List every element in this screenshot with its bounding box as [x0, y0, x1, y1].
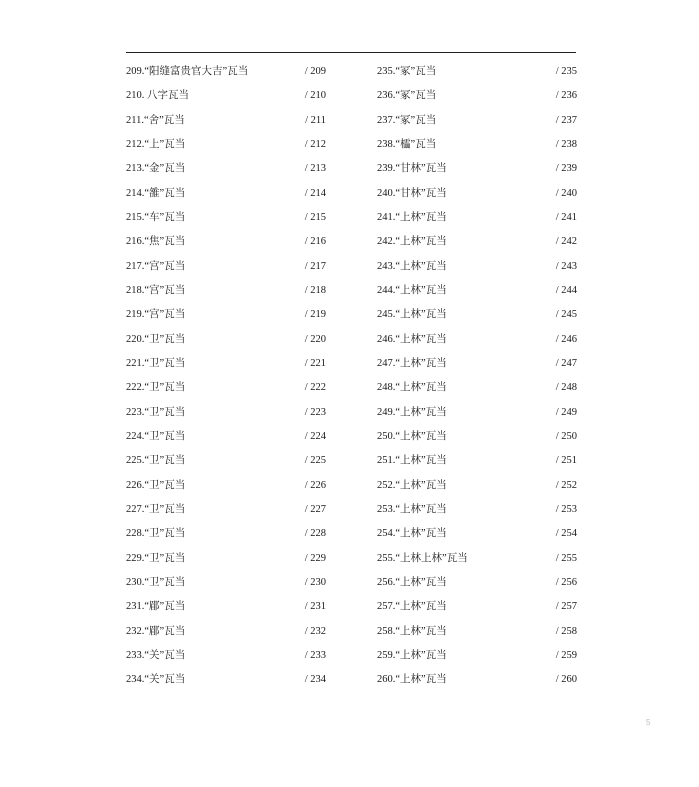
- toc-entry-title: 257.“上林”瓦当: [377, 601, 447, 613]
- toc-entry-page: / 245: [555, 309, 577, 321]
- toc-entry[interactable]: [126, 206, 326, 230]
- toc-entry[interactable]: [126, 303, 326, 327]
- toc-entry-page: / 213: [304, 163, 326, 175]
- toc-entry-title: 245.“上林”瓦当: [377, 309, 447, 321]
- toc-right-column: [377, 60, 577, 693]
- toc-entry-page: / 247: [555, 357, 577, 369]
- toc-entry[interactable]: [126, 60, 326, 84]
- toc-entry[interactable]: [377, 182, 577, 206]
- toc-entry[interactable]: [126, 498, 326, 522]
- toc-entry-title: 247.“上林”瓦当: [377, 357, 447, 369]
- toc-entry[interactable]: [377, 498, 577, 522]
- toc-left-column: [126, 60, 326, 693]
- toc-entry-page: / 236: [555, 90, 577, 102]
- toc-entry-page: / 224: [304, 430, 326, 442]
- toc-entry-page: / 217: [304, 260, 326, 272]
- toc-entry-page: / 228: [304, 528, 326, 540]
- toc-entry[interactable]: [377, 60, 577, 84]
- toc-entry-title: 220.“卫”瓦当: [126, 333, 186, 345]
- toc-entry-page: / 221: [304, 357, 326, 369]
- toc-entry-page: / 250: [555, 430, 577, 442]
- toc-entry[interactable]: [126, 644, 326, 668]
- toc-entry[interactable]: [377, 620, 577, 644]
- toc-entry-page: / 216: [304, 236, 326, 248]
- toc-entry-title: 249.“上林”瓦当: [377, 406, 447, 418]
- toc-entry-title: 254.“上林”瓦当: [377, 528, 447, 540]
- toc-entry[interactable]: [377, 279, 577, 303]
- toc-entry[interactable]: [126, 157, 326, 181]
- toc-entry-page: / 222: [304, 382, 326, 394]
- page-number: 5: [646, 718, 651, 727]
- toc-entry-page: / 231: [304, 601, 326, 613]
- toc-entry[interactable]: [377, 376, 577, 400]
- toc-entry-page: / 244: [555, 284, 577, 296]
- toc-entry-title: 213.“金”瓦当: [126, 163, 186, 175]
- toc-entry[interactable]: [377, 206, 577, 230]
- toc-entry[interactable]: [377, 595, 577, 619]
- toc-entry[interactable]: [377, 668, 577, 692]
- toc-entry-title: 224.“卫”瓦当: [126, 430, 186, 442]
- toc-entry-page: / 226: [304, 479, 326, 491]
- toc-entry-title: 210. 八字瓦当: [126, 90, 189, 102]
- toc-entry[interactable]: [377, 522, 577, 546]
- toc-entry-title: 241.“上林”瓦当: [377, 211, 447, 223]
- toc-entry-title: 222.“卫”瓦当: [126, 382, 186, 394]
- toc-entry[interactable]: [377, 230, 577, 254]
- toc-entry-title: 251.“上林”瓦当: [377, 455, 447, 467]
- toc-entry-page: / 211: [305, 114, 326, 126]
- toc-entry-title: 229.“卫”瓦当: [126, 552, 186, 564]
- toc-entry-page: / 249: [555, 406, 577, 418]
- toc-entry-page: / 237: [555, 114, 577, 126]
- toc-entry-title: 246.“上林”瓦当: [377, 333, 447, 345]
- toc-entry[interactable]: [377, 328, 577, 352]
- toc-entry[interactable]: [377, 255, 577, 279]
- toc-entry-title: 250.“上林”瓦当: [377, 430, 447, 442]
- toc-entry-title: 232.“郿”瓦当: [126, 625, 186, 637]
- toc-entry[interactable]: [377, 84, 577, 108]
- toc-entry-title: 223.“卫”瓦当: [126, 406, 186, 418]
- toc-entry-page: / 240: [555, 187, 577, 199]
- toc-entry-title: 234.“关”瓦当: [126, 674, 186, 686]
- toc-entry-title: 221.“卫”瓦当: [126, 357, 186, 369]
- toc-entry-title: 242.“上林”瓦当: [377, 236, 447, 248]
- toc-entry[interactable]: [126, 571, 326, 595]
- toc-entry-title: 235.“冢”瓦当: [377, 66, 437, 77]
- toc-entry[interactable]: [126, 425, 326, 449]
- toc-entry-title: 236.“冢”瓦当: [377, 90, 437, 102]
- toc-entry-page: / 235: [555, 66, 577, 77]
- toc-entry-title: 214.“雒”瓦当: [126, 187, 186, 199]
- toc-entry-page: / 212: [304, 138, 326, 150]
- toc-entry[interactable]: [377, 644, 577, 668]
- toc-entry-page: / 241: [555, 211, 577, 223]
- toc-entry-page: / 246: [555, 333, 577, 345]
- toc-entry-title: 253.“上林”瓦当: [377, 503, 447, 515]
- toc-entry-title: 240.“甘林”瓦当: [377, 187, 447, 199]
- toc-entry-page: / 210: [304, 90, 326, 102]
- toc-entry[interactable]: [377, 401, 577, 425]
- toc-entry-title: 255.“上林上林”瓦当: [377, 552, 468, 564]
- toc-entry-page: / 227: [304, 503, 326, 515]
- toc-entry-page: / 260: [555, 674, 577, 686]
- toc-entry-title: 218.“宫”瓦当: [126, 284, 186, 296]
- toc-entry[interactable]: [377, 547, 577, 571]
- toc-entry-page: / 253: [555, 503, 577, 515]
- toc-entry[interactable]: [377, 425, 577, 449]
- toc-entry-title: 226.“卫”瓦当: [126, 479, 186, 491]
- toc-entry[interactable]: [377, 109, 577, 133]
- toc-entry-title: 215.“车”瓦当: [126, 211, 186, 223]
- toc-entry-page: / 243: [555, 260, 577, 272]
- toc-entry-title: 237.“冢”瓦当: [377, 114, 437, 126]
- toc-entry-page: / 259: [555, 649, 577, 661]
- toc-entry-page: / 219: [304, 309, 326, 321]
- toc-entry[interactable]: [126, 182, 326, 206]
- toc-entry-page: / 238: [555, 138, 577, 150]
- toc-entry-title: 228.“卫”瓦当: [126, 528, 186, 540]
- toc-entry-page: / 252: [555, 479, 577, 491]
- toc-entry[interactable]: [126, 376, 326, 400]
- toc-entry-page: / 214: [304, 187, 326, 199]
- toc-entry-page: / 251: [555, 455, 577, 467]
- toc-entry[interactable]: [126, 133, 326, 157]
- toc-entry-page: / 232: [304, 625, 326, 637]
- toc-entry-page: / 215: [304, 211, 326, 223]
- toc-entry[interactable]: [126, 401, 326, 425]
- toc-entry-page: / 258: [555, 625, 577, 637]
- toc-entry-title: 233.“关”瓦当: [126, 649, 186, 661]
- toc-entry-page: / 239: [555, 163, 577, 175]
- toc-entry[interactable]: [377, 352, 577, 376]
- toc-entry-title: 217.“宫”瓦当: [126, 260, 186, 272]
- toc-entry-page: / 218: [304, 284, 326, 296]
- toc-entry[interactable]: [377, 474, 577, 498]
- toc-entry-page: / 257: [555, 601, 577, 613]
- toc-entry[interactable]: [126, 547, 326, 571]
- toc-entry[interactable]: [126, 522, 326, 546]
- toc-entry[interactable]: [377, 157, 577, 181]
- toc-entry-title: 238.“櫺”瓦当: [377, 138, 437, 150]
- toc-entry-title: 258.“上林”瓦当: [377, 625, 447, 637]
- toc-entry-page: / 256: [555, 576, 577, 588]
- toc-entry[interactable]: [126, 230, 326, 254]
- toc-entry-title: 243.“上林”瓦当: [377, 260, 447, 272]
- toc-entry[interactable]: [377, 571, 577, 595]
- toc-entry-title: 260.“上林”瓦当: [377, 674, 447, 686]
- toc-entry-page: / 254: [555, 528, 577, 540]
- toc-entry-page: / 255: [555, 552, 577, 564]
- toc-entry[interactable]: [126, 255, 326, 279]
- toc-entry[interactable]: [377, 449, 577, 473]
- toc-entry-title: 252.“上林”瓦当: [377, 479, 447, 491]
- toc-entry-page: / 229: [304, 552, 326, 564]
- toc-entry-page: / 242: [555, 236, 577, 248]
- toc-entry[interactable]: [126, 279, 326, 303]
- toc-entry[interactable]: [126, 620, 326, 644]
- toc-entry-page: / 233: [304, 649, 326, 661]
- toc-entry[interactable]: [126, 474, 326, 498]
- toc-entry[interactable]: [126, 668, 326, 692]
- toc-entry-title: 219.“宫”瓦当: [126, 309, 186, 321]
- toc-entry[interactable]: [126, 449, 326, 473]
- top-rule: [126, 52, 576, 53]
- toc-entry-title: 256.“上林”瓦当: [377, 576, 447, 588]
- toc-entry-page: / 234: [304, 674, 326, 686]
- toc-entry-page: / 220: [304, 333, 326, 345]
- toc-entry-page: / 230: [304, 576, 326, 588]
- toc-entry-page: / 248: [555, 382, 577, 394]
- toc-entry[interactable]: [377, 303, 577, 327]
- toc-entry-title: 239.“甘林”瓦当: [377, 163, 447, 175]
- toc-entry-title: 212.“上”瓦当: [126, 138, 186, 150]
- toc-entry-title: 231.“郿”瓦当: [126, 601, 186, 613]
- toc-entry-title: 209.“阳缝富贵官大吉”瓦当: [126, 66, 249, 77]
- toc-entry-title: 244.“上林”瓦当: [377, 284, 447, 296]
- toc-entry-page: / 225: [304, 455, 326, 467]
- toc-entry-title: 216.“焦”瓦当: [126, 236, 186, 248]
- toc-entry[interactable]: [377, 133, 577, 157]
- toc-entry-title: 248.“上林”瓦当: [377, 382, 447, 394]
- toc-entry-title: 230.“卫”瓦当: [126, 576, 186, 588]
- toc-entry[interactable]: [126, 84, 326, 108]
- toc-entry[interactable]: [126, 328, 326, 352]
- toc-entry-page: / 209: [304, 66, 326, 77]
- toc-entry[interactable]: [126, 109, 326, 133]
- toc-entry[interactable]: [126, 352, 326, 376]
- toc-entry-title: 227.“卫”瓦当: [126, 503, 186, 515]
- toc-entry-page: / 223: [304, 406, 326, 418]
- toc-entry-title: 225.“卫”瓦当: [126, 455, 186, 467]
- toc-entry[interactable]: [126, 595, 326, 619]
- toc-entry-title: 259.“上林”瓦当: [377, 649, 447, 661]
- toc-entry-title: 211.“舍”瓦当: [126, 114, 185, 126]
